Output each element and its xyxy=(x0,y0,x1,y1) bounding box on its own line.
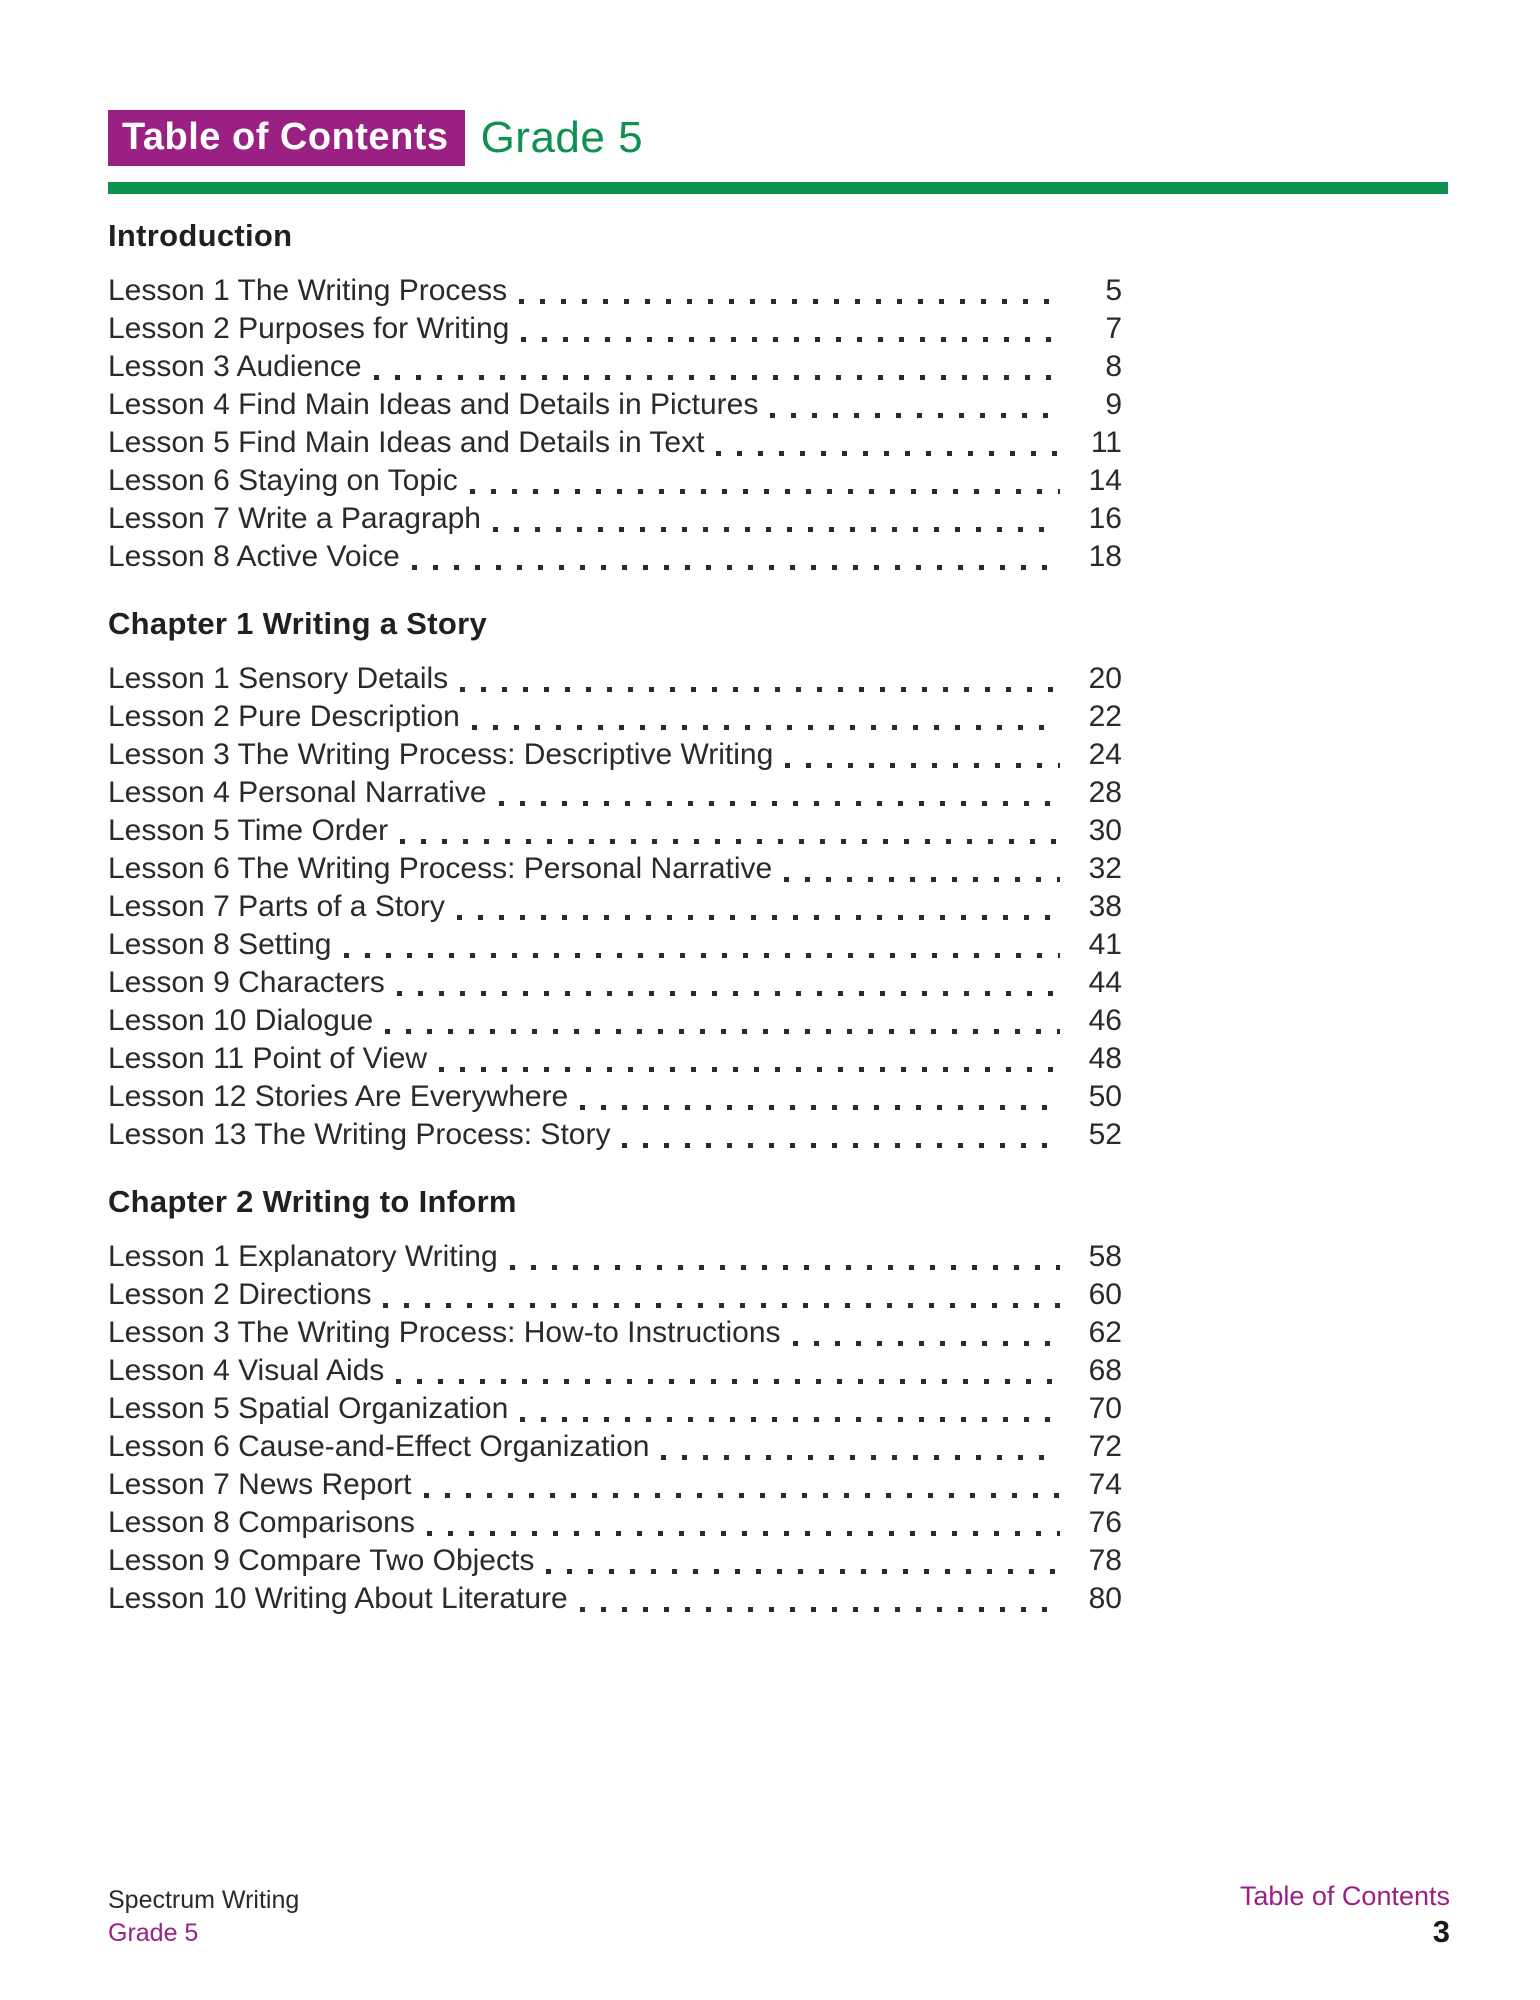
toc-entry-label: Lesson 2 Pure Description xyxy=(108,700,460,733)
toc-entry-row xyxy=(108,1116,1122,1154)
toc-entry-row xyxy=(108,1466,1122,1504)
toc-entry-label: Lesson 7 Write a Paragraph xyxy=(108,502,481,535)
toc-entry-label: Lesson 2 Directions xyxy=(108,1278,372,1311)
footer-series: Spectrum Writing xyxy=(108,1886,300,1914)
toc-entry-page: 38 xyxy=(1088,890,1122,923)
toc-entry-row xyxy=(108,386,1122,424)
toc-entry-page: 32 xyxy=(1088,852,1122,885)
toc-entry-row xyxy=(108,812,1122,850)
toc-entry-label: Lesson 5 Time Order xyxy=(108,814,389,847)
toc-entry-label: Lesson 6 The Writing Process: Personal Narrative xyxy=(108,852,773,885)
dot-leader xyxy=(580,1105,1060,1110)
toc-entry-label: Lesson 10 Writing About Literature xyxy=(108,1582,568,1615)
toc-entry-label: Lesson 8 Active Voice xyxy=(108,540,400,573)
dot-leader xyxy=(385,1029,1060,1034)
toc-entry-row xyxy=(108,1352,1122,1390)
toc-entry-page: 5 xyxy=(1105,274,1122,307)
toc-entry-page: 24 xyxy=(1088,738,1122,771)
toc-entry-label: Lesson 3 Audience xyxy=(108,350,362,383)
toc-entry-page: 22 xyxy=(1088,700,1122,733)
dot-leader xyxy=(397,991,1060,996)
toc-entry-row xyxy=(108,500,1122,538)
toc-entry-label: Lesson 1 Sensory Details xyxy=(108,662,449,695)
dot-leader xyxy=(520,1417,1060,1422)
toc-entry-page: 46 xyxy=(1088,1004,1122,1037)
toc-entry-row xyxy=(108,1276,1122,1314)
toc-entry-row xyxy=(108,1542,1122,1580)
toc-entry-page: 70 xyxy=(1088,1392,1122,1425)
toc-entry-page: 76 xyxy=(1088,1506,1122,1539)
toc-entry-label: Lesson 6 Staying on Topic xyxy=(108,464,458,497)
footer-right xyxy=(1240,1878,1450,1950)
footer-page-number: 3 xyxy=(1432,1914,1450,1949)
toc-entry-row xyxy=(108,310,1122,348)
toc-entry-label: Lesson 5 Find Main Ideas and Details in Text xyxy=(108,426,705,459)
toc-entry-page: 28 xyxy=(1088,776,1122,809)
toc-entry-row xyxy=(108,1390,1122,1428)
toc-entry-row xyxy=(108,1504,1122,1542)
toc-entry-row xyxy=(108,538,1122,576)
toc-entry-row xyxy=(108,462,1122,500)
page-header xyxy=(108,110,1448,166)
divider-rule xyxy=(108,182,1448,194)
dot-leader xyxy=(427,1531,1060,1536)
dot-leader xyxy=(493,527,1060,532)
toc-entry-page: 58 xyxy=(1088,1240,1122,1273)
toc-entry-page: 60 xyxy=(1088,1278,1122,1311)
dot-leader xyxy=(460,687,1060,692)
toc-entry-label: Lesson 10 Dialogue xyxy=(108,1004,374,1037)
toc-entry-label: Lesson 12 Stories Are Everywhere xyxy=(108,1080,569,1113)
toc-entry-page: 44 xyxy=(1088,966,1122,999)
dot-leader xyxy=(400,839,1060,844)
dot-leader xyxy=(499,801,1060,806)
toc-entry-row xyxy=(108,698,1122,736)
section-entries xyxy=(108,272,1122,576)
dot-leader xyxy=(396,1379,1060,1384)
dot-leader xyxy=(770,413,1060,418)
toc-entry-row xyxy=(108,736,1122,774)
toc-entry-row xyxy=(108,850,1122,888)
toc-entry-row xyxy=(108,1580,1122,1618)
section-heading: Chapter 2 Writing to Inform xyxy=(108,1184,517,1219)
toc-entry-label: Lesson 8 Comparisons xyxy=(108,1506,415,1539)
toc-entry-page: 74 xyxy=(1088,1468,1122,1501)
toc-entry-page: 9 xyxy=(1105,388,1122,421)
toc-entry-row xyxy=(108,1040,1122,1078)
toc-entry-page: 14 xyxy=(1088,464,1122,497)
toc-entry-page: 52 xyxy=(1088,1118,1122,1151)
dot-leader xyxy=(344,953,1061,958)
toc-entry-page: 68 xyxy=(1088,1354,1122,1387)
toc-entry-page: 78 xyxy=(1088,1544,1122,1577)
toc-entry-label: Lesson 1 The Writing Process xyxy=(108,274,508,307)
section-entries xyxy=(108,660,1122,1154)
toc-entry-page: 62 xyxy=(1088,1316,1122,1349)
section-heading: Chapter 1 Writing a Story xyxy=(108,606,487,641)
toc-entry-label: Lesson 2 Purposes for Writing xyxy=(108,312,510,345)
toc-entry-label: Lesson 7 Parts of a Story xyxy=(108,890,445,923)
toc-entry-page: 80 xyxy=(1088,1582,1122,1615)
toc-entry-label: Lesson 9 Compare Two Objects xyxy=(108,1544,535,1577)
dot-leader xyxy=(519,299,1060,304)
toc-entry-row xyxy=(108,926,1122,964)
dot-leader xyxy=(510,1265,1060,1270)
dot-leader xyxy=(439,1067,1060,1072)
dot-leader xyxy=(793,1341,1060,1346)
toc-entry-row xyxy=(108,1002,1122,1040)
toc-entry-page: 41 xyxy=(1088,928,1122,961)
toc-entry-label: Lesson 4 Visual Aids xyxy=(108,1354,385,1387)
toc-entry-row xyxy=(108,272,1122,310)
toc-entry-page: 18 xyxy=(1088,540,1122,573)
toc-entry-row xyxy=(108,1078,1122,1116)
page-footer xyxy=(108,1878,1450,1950)
dot-leader xyxy=(470,489,1060,494)
toc-entry-label: Lesson 5 Spatial Organization xyxy=(108,1392,509,1425)
toc-entry-row xyxy=(108,424,1122,462)
toc-entry-row xyxy=(108,1238,1122,1276)
toc-entry-page: 50 xyxy=(1088,1080,1122,1113)
toc-entry-label: Lesson 4 Personal Narrative xyxy=(108,776,487,809)
footer-section-label: Table of Contents xyxy=(1239,1881,1450,1911)
page-title: Table of Contents xyxy=(108,110,465,166)
dot-leader xyxy=(383,1303,1060,1308)
grade-label: Grade 5 xyxy=(480,113,644,162)
section-heading: Introduction xyxy=(108,218,293,253)
dot-leader xyxy=(424,1493,1061,1498)
toc-entry-label: Lesson 3 The Writing Process: How-to Instructions xyxy=(108,1316,781,1349)
toc-entry-page: 48 xyxy=(1088,1042,1122,1075)
toc-entry-page: 20 xyxy=(1088,662,1122,695)
toc-entry-label: Lesson 3 The Writing Process: Descriptive Writing xyxy=(108,738,774,771)
dot-leader xyxy=(546,1569,1060,1574)
toc-entry-label: Lesson 7 News Report xyxy=(108,1468,412,1501)
toc-entry-label: Lesson 4 Find Main Ideas and Details in Pictures xyxy=(108,388,759,421)
toc-entry-row xyxy=(108,888,1122,926)
toc-entry-page: 30 xyxy=(1088,814,1122,847)
toc-entry-label: Lesson 11 Point of View xyxy=(108,1042,428,1075)
footer-left xyxy=(108,1884,299,1950)
dot-leader xyxy=(580,1607,1060,1612)
dot-leader xyxy=(784,877,1060,882)
dot-leader xyxy=(521,337,1060,342)
dot-leader xyxy=(412,565,1060,570)
toc-entry-row xyxy=(108,348,1122,386)
toc-sections xyxy=(108,218,1122,1618)
toc-entry-page: 11 xyxy=(1090,426,1122,459)
toc-entry-label: Lesson 6 Cause-and-Effect Organization xyxy=(108,1430,650,1463)
dot-leader xyxy=(785,763,1060,768)
toc-entry-row xyxy=(108,1428,1122,1466)
toc-entry-row xyxy=(108,774,1122,812)
dot-leader xyxy=(472,725,1060,730)
toc-entry-label: Lesson 1 Explanatory Writing xyxy=(108,1240,498,1273)
toc-entry-page: 72 xyxy=(1088,1430,1122,1463)
toc-entry-row xyxy=(108,964,1122,1002)
footer-grade: Grade 5 xyxy=(108,1919,199,1947)
dot-leader xyxy=(622,1143,1060,1148)
toc-entry-row xyxy=(108,660,1122,698)
section-entries xyxy=(108,1238,1122,1618)
toc-entry-page: 8 xyxy=(1105,350,1122,383)
toc-entry-row xyxy=(108,1314,1122,1352)
dot-leader xyxy=(661,1455,1060,1460)
toc-entry-page: 16 xyxy=(1088,502,1122,535)
toc-entry-label: Lesson 8 Setting xyxy=(108,928,332,961)
toc-entry-label: Lesson 13 The Writing Process: Story xyxy=(108,1118,611,1151)
dot-leader xyxy=(374,375,1060,380)
dot-leader xyxy=(716,451,1060,456)
toc-entry-page: 7 xyxy=(1105,312,1122,345)
toc-entry-label: Lesson 9 Characters xyxy=(108,966,385,999)
dot-leader xyxy=(457,915,1060,920)
